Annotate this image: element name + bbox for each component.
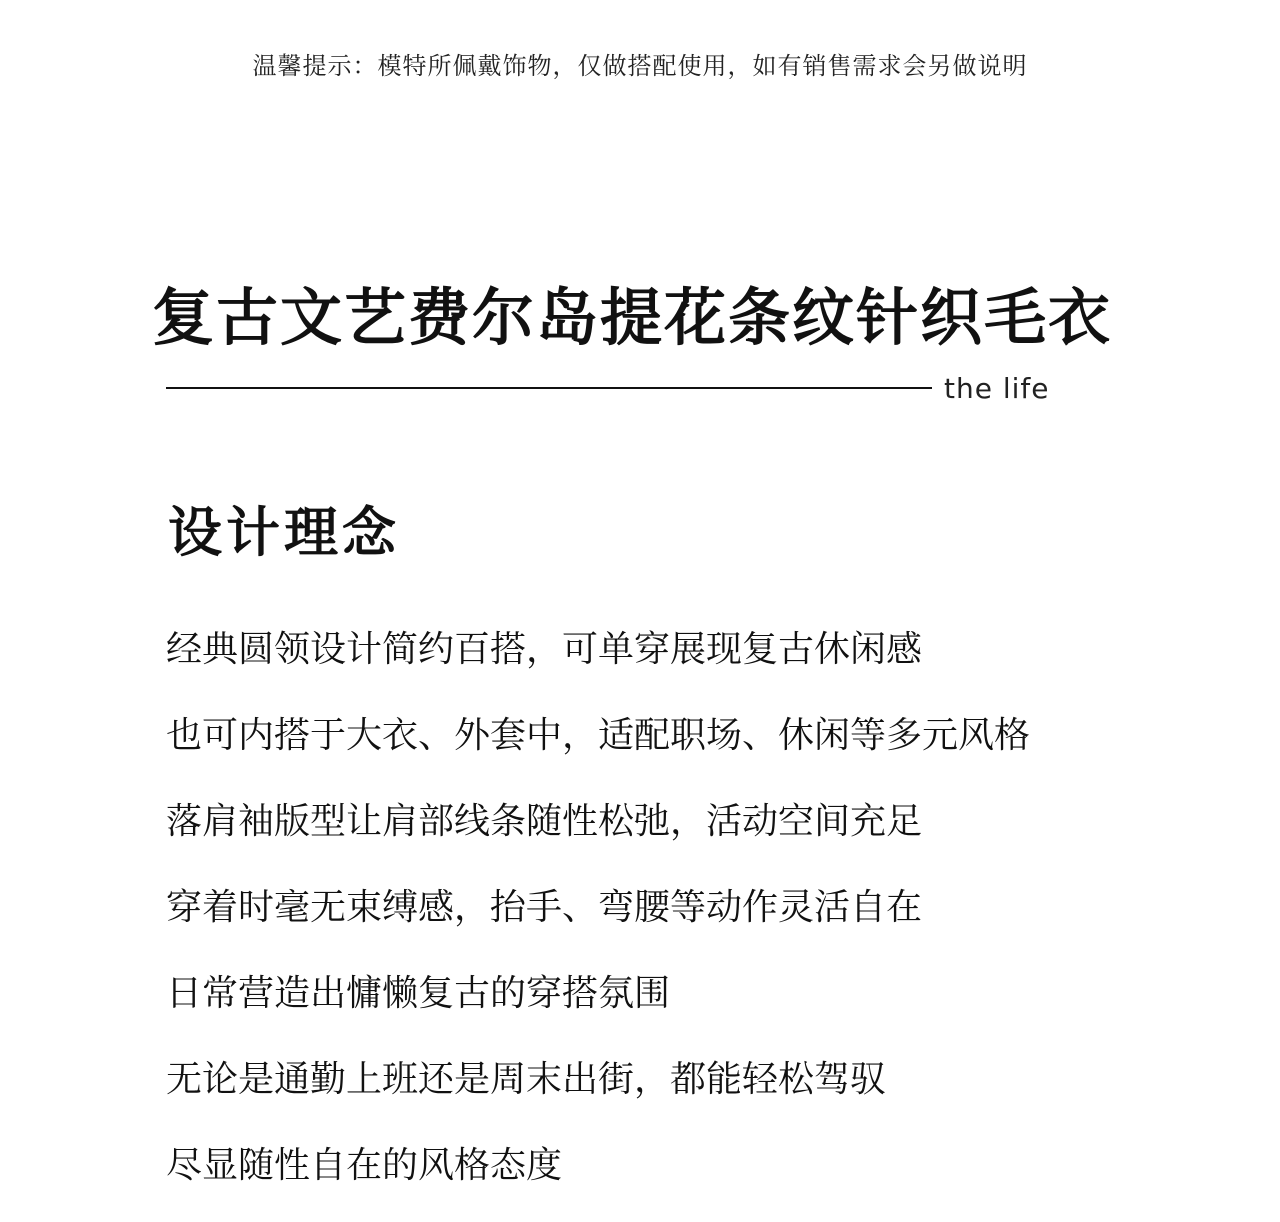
description-line: 日常营造出慵懒复古的穿搭氛围 <box>166 973 671 1014</box>
title-divider <box>166 387 932 389</box>
design-description-list <box>166 620 1226 1222</box>
description-line: 落肩袖版型让肩部线条随性松弛，活动空间充足 <box>166 801 923 842</box>
description-line: 也可内搭于大衣、外套中，适配职场、休闲等多元风格 <box>166 715 1031 756</box>
description-line: 尽显随性自在的风格态度 <box>166 1145 563 1186</box>
section-heading: 设计理念 <box>168 501 400 564</box>
description-line: 穿着时毫无束缚感，抬手、弯腰等动作灵活自在 <box>166 887 923 928</box>
tagline: the life <box>944 372 1050 405</box>
product-title: 复古文艺费尔岛提花条纹针织毛衣 <box>152 281 1113 354</box>
notice-text: 温馨提示：模特所佩戴饰物，仅做搭配使用，如有销售需求会另做说明 <box>252 52 1028 80</box>
description-line: 无论是通勤上班还是周末出街，都能轻松驾驭 <box>166 1059 887 1100</box>
description-line: 经典圆领设计简约百搭，可单穿展现复古休闲感 <box>166 629 923 670</box>
